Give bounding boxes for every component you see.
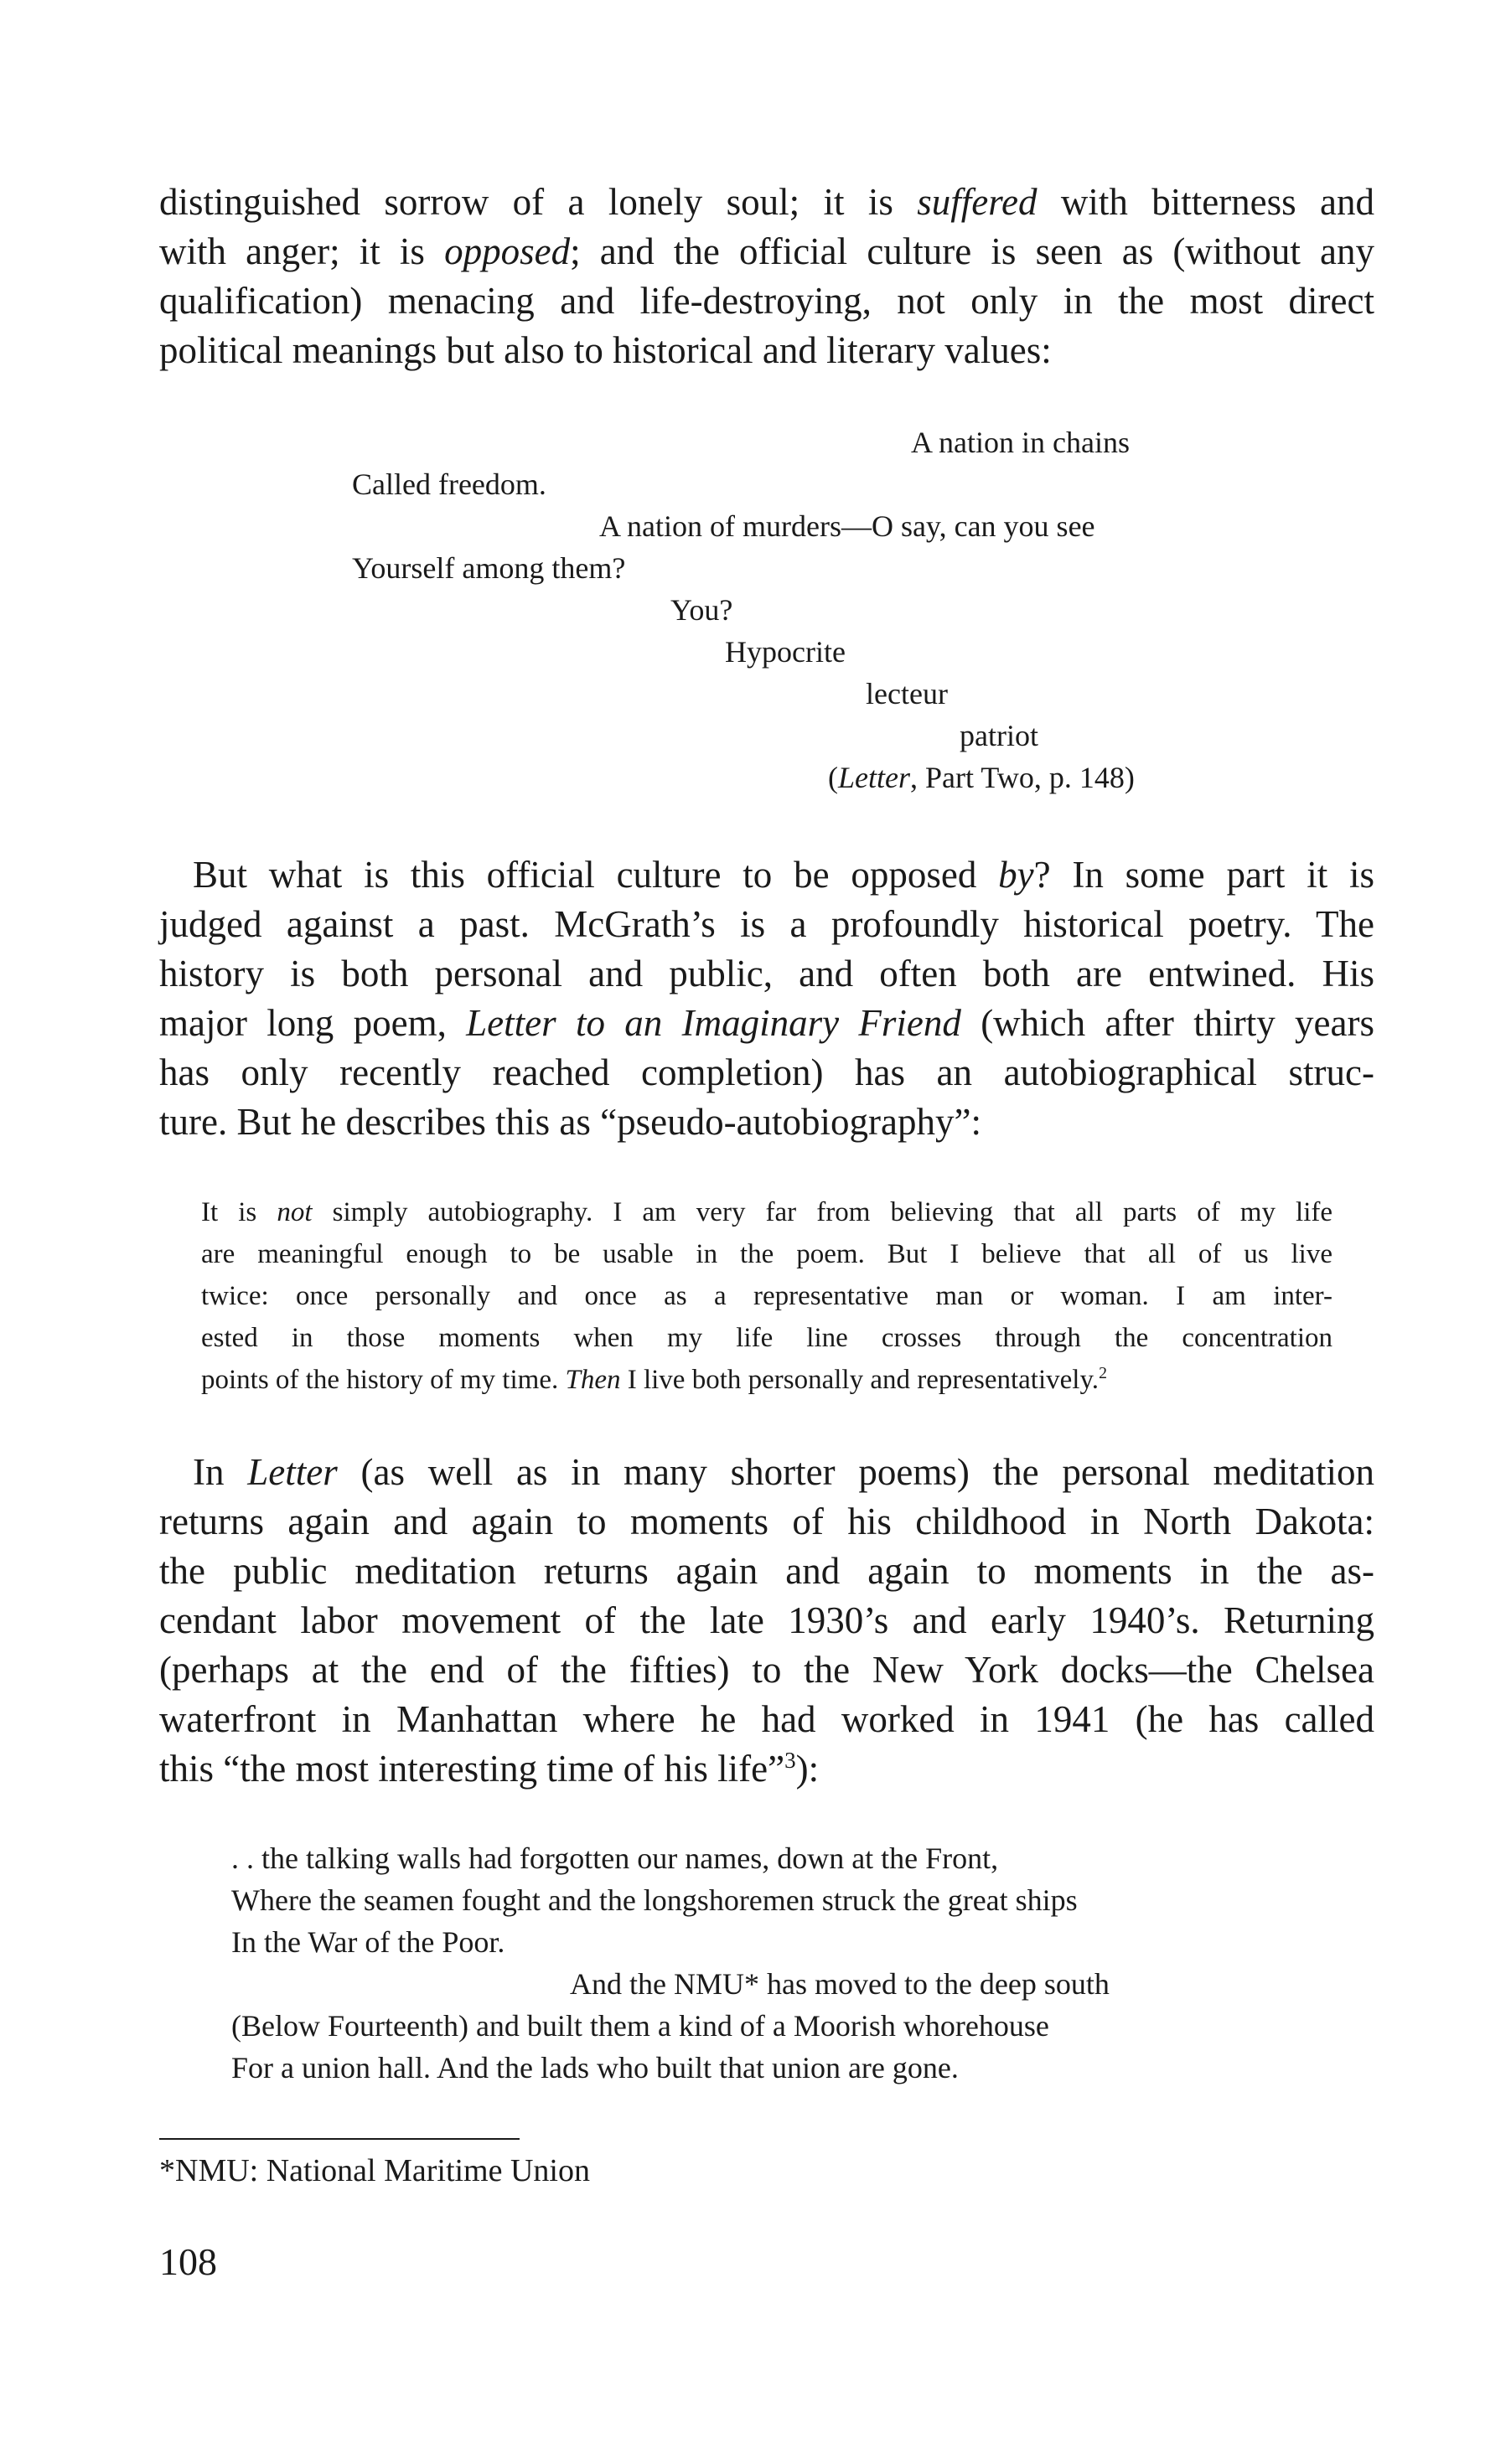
verse-line: . . the talking walls had forgotten our names, down at the Front, bbox=[231, 1842, 999, 1875]
paragraph-line: with anger; it is opposed; and the official culture is seen as (without any bbox=[159, 230, 1374, 272]
paragraph-line: qualification) menacing and life-destroying, not only in the most direct bbox=[159, 280, 1374, 322]
paragraph-line: history is both personal and public, and often both are entwined. His bbox=[159, 953, 1374, 994]
verse-line: patriot bbox=[960, 719, 1038, 752]
paragraph-line: distinguished sorrow of a lonely soul; it is suffered with bitterness and bbox=[159, 181, 1374, 223]
footnote-ref: 2 bbox=[1099, 1364, 1107, 1382]
paragraph-3 bbox=[159, 1448, 1374, 1794]
quote-line: ested in those moments when my life line crosses through the concentration bbox=[201, 1323, 1332, 1353]
verse-line: Called freedom. bbox=[352, 467, 546, 501]
verse-line: And the NMU* has moved to the deep south bbox=[570, 1967, 1110, 2001]
paragraph-line: major long poem, Letter to an Imaginary Friend (which after thirty years bbox=[159, 1002, 1374, 1044]
paragraph-1 bbox=[159, 178, 1374, 375]
footnote-ref: 3 bbox=[784, 1748, 796, 1773]
paragraph-line: cendant labor movement of the late 1930’s and early 1940’s. Returning bbox=[159, 1599, 1374, 1641]
paragraph-line: judged against a past. McGrath’s is a profoundly historical poetry. The bbox=[159, 903, 1374, 945]
paragraph-line: But what is this official culture to be opposed by? In some part it is bbox=[193, 854, 1374, 896]
verse-line: lecteur bbox=[866, 677, 948, 710]
verse-line: Where the seamen fought and the longshoremen struck the great ships bbox=[231, 1883, 1078, 1917]
page-number: 108 bbox=[159, 2240, 217, 2283]
verse-line: (Below Fourteenth) and built them a kind of a Moorish whorehouse bbox=[231, 2009, 1049, 2043]
footnote: *NMU: National Maritime Union bbox=[159, 2153, 590, 2188]
quote-line: twice: once personally and once as a representative man or woman. I am inter- bbox=[201, 1281, 1332, 1311]
paragraph-line: has only recently reached completion) has an autobiographical struc- bbox=[159, 1051, 1374, 1093]
paragraph-line: this “the most interesting time of his life”$^3$): bbox=[159, 1748, 820, 1790]
paragraph-line: waterfront in Manhattan where he had worked in 1941 (he has called bbox=[159, 1698, 1374, 1740]
paragraph-2 bbox=[159, 850, 1374, 1147]
verse-line: You? bbox=[670, 593, 733, 627]
paragraph-line: returns again and again to moments of his childhood in North Dakota: bbox=[159, 1501, 1374, 1542]
verse-line: In the War of the Poor. bbox=[231, 1925, 505, 1959]
verse-line: Hypocrite bbox=[725, 635, 846, 669]
citation: (Letter, Part Two, p. 148) bbox=[828, 761, 1135, 794]
paragraph-line: (perhaps at the end of the fifties) to the New York docks—the Chelsea bbox=[159, 1649, 1374, 1691]
footnote-divider bbox=[159, 2138, 520, 2140]
verse-line: A nation of murders—O say, can you see bbox=[599, 509, 1095, 543]
paragraph-line: political meanings but also to historical and literary values: bbox=[159, 329, 1052, 371]
quote-line: It is not simply autobiography. I am very far from believing that all parts of my life bbox=[201, 1197, 1332, 1227]
block-quote bbox=[201, 1191, 1332, 1401]
paragraph-line: In Letter (as well as in many shorter poems) the personal meditation bbox=[193, 1451, 1374, 1493]
verse-line: For a union hall. And the lads who built that union are gone. bbox=[231, 2051, 959, 2084]
verse-line: Yourself among them? bbox=[352, 551, 626, 585]
paragraph-line: the public meditation returns again and again to moments in the as- bbox=[159, 1550, 1374, 1592]
paragraph-line: ture. But he describes this as “pseudo-autobiography”: bbox=[159, 1101, 981, 1143]
quote-line: are meaningful enough to be usable in the poem. But I believe that all of us live bbox=[201, 1239, 1332, 1269]
verse-line: A nation in chains bbox=[911, 426, 1130, 459]
quote-line: points of the history of my time. Then I live both personally and representatively.$^2$ bbox=[201, 1364, 1107, 1395]
